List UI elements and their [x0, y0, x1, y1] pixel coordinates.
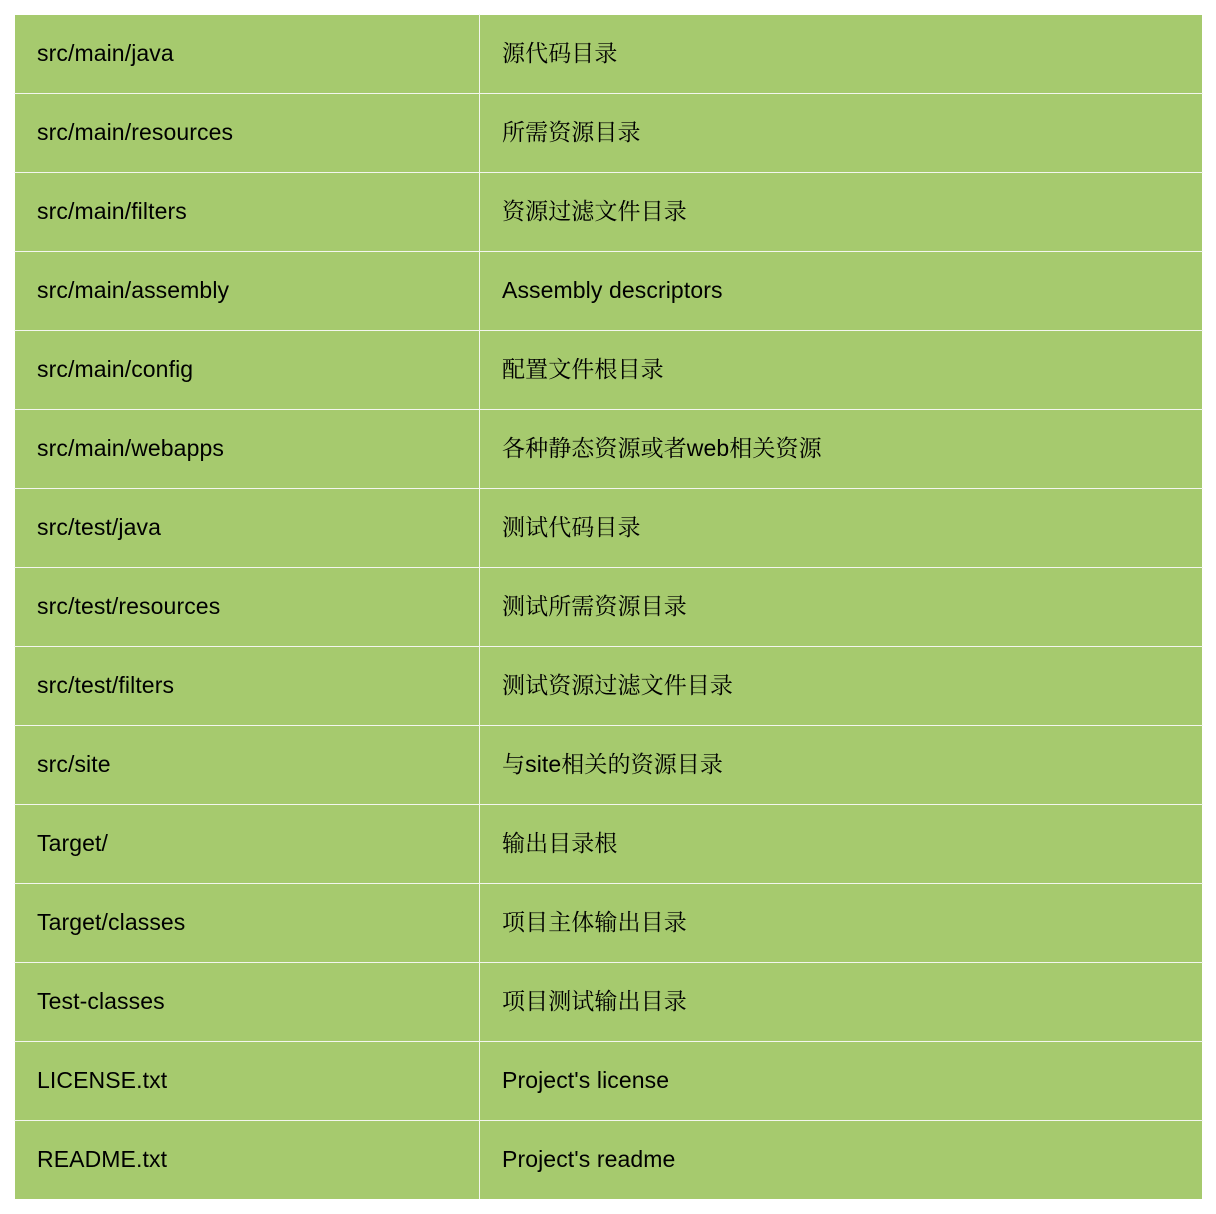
cell-description: 测试资源过滤文件目录 [480, 647, 1203, 726]
cell-path: src/main/java [15, 15, 480, 94]
table-row [15, 884, 1203, 963]
cell-path: LICENSE.txt [15, 1042, 480, 1121]
cell-description: 与site相关的资源目录 [480, 726, 1203, 805]
cell-description: 测试所需资源目录 [480, 568, 1203, 647]
cell-description: 项目主体输出目录 [480, 884, 1203, 963]
cell-description: Project's license [480, 1042, 1203, 1121]
table-row [15, 331, 1203, 410]
table-row [15, 963, 1203, 1042]
table-row [15, 647, 1203, 726]
cell-description: 各种静态资源或者web相关资源 [480, 410, 1203, 489]
cell-description: 输出目录根 [480, 805, 1203, 884]
directory-structure-table [14, 14, 1203, 1200]
table-row [15, 15, 1203, 94]
cell-path: Target/classes [15, 884, 480, 963]
cell-path: src/main/resources [15, 94, 480, 173]
cell-path: src/main/assembly [15, 252, 480, 331]
table-row [15, 173, 1203, 252]
table-row [15, 726, 1203, 805]
table-row [15, 568, 1203, 647]
cell-path: src/site [15, 726, 480, 805]
cell-path: src/test/filters [15, 647, 480, 726]
cell-path: src/main/webapps [15, 410, 480, 489]
table-row [15, 410, 1203, 489]
table-row [15, 1042, 1203, 1121]
cell-description: 源代码目录 [480, 15, 1203, 94]
cell-description: 配置文件根目录 [480, 331, 1203, 410]
cell-path: Target/ [15, 805, 480, 884]
cell-path: src/test/resources [15, 568, 480, 647]
cell-description: 项目测试输出目录 [480, 963, 1203, 1042]
cell-description: 所需资源目录 [480, 94, 1203, 173]
table-body [15, 15, 1203, 1200]
cell-description: Assembly descriptors [480, 252, 1203, 331]
cell-description: Project's readme [480, 1121, 1203, 1200]
table-row [15, 252, 1203, 331]
cell-path: src/test/java [15, 489, 480, 568]
table-row [15, 1121, 1203, 1200]
table-row [15, 805, 1203, 884]
table-row [15, 94, 1203, 173]
cell-description: 测试代码目录 [480, 489, 1203, 568]
cell-path: Test-classes [15, 963, 480, 1042]
cell-path: src/main/filters [15, 173, 480, 252]
cell-description: 资源过滤文件目录 [480, 173, 1203, 252]
table-row [15, 489, 1203, 568]
cell-path: src/main/config [15, 331, 480, 410]
cell-path: README.txt [15, 1121, 480, 1200]
